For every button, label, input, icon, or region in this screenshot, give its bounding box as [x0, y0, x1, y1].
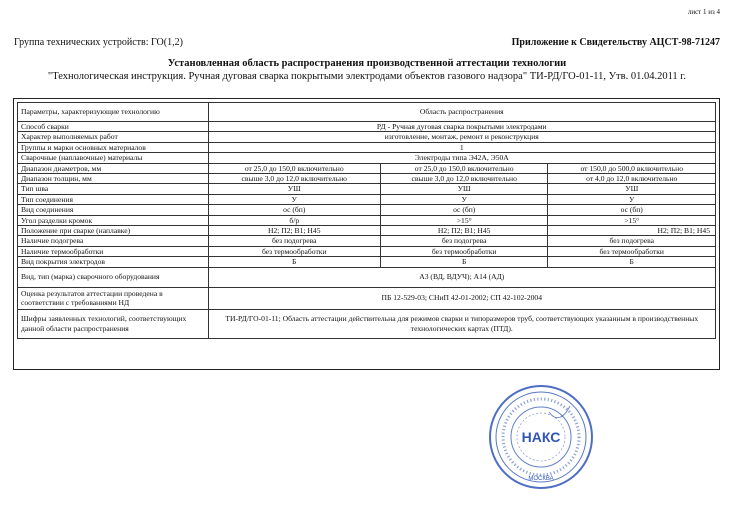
row-label: Оценка результатов аттестации проведена в соответствии с требованиями НД [18, 287, 209, 309]
row-value: изготовление, монтаж, ремонт и реконструкция [208, 132, 715, 142]
row-label: Способ сварки [18, 122, 209, 132]
table-row [18, 122, 716, 132]
document-subheading: "Технологическая инструкция. Ручная дуговая сварка покрытыми электродами объектов газового надзора" ТИ-РД/ГО-01-11, Утв. 01.04.2011 г. [47, 71, 687, 82]
header-area: Область распространения [208, 103, 715, 122]
table-row [18, 215, 716, 225]
row-value-2: Н2; П2; В1; Н45 [380, 226, 548, 236]
table-row [18, 287, 716, 309]
row-value-3: ос (бп) [548, 205, 716, 215]
row-value-3: от 4,0 до 12,0 включительно [548, 174, 716, 184]
row-label: Диапазон диаметров, мм [18, 163, 209, 173]
row-label: Диапазон толщин, мм [18, 174, 209, 184]
row-label: Вид соединения [18, 205, 209, 215]
row-value: А3 (ВД, ВДУЧ); А14 (АД) [208, 267, 715, 287]
row-value-1: ос (бп) [208, 205, 380, 215]
row-label: Тип соединения [18, 194, 209, 204]
row-value-2: У [380, 194, 548, 204]
row-label: Вид, тип (марка) сварочного оборудования [18, 267, 209, 287]
row-value-1: без подогрева [208, 236, 380, 246]
row-value-3: У [548, 194, 716, 204]
table-row [18, 163, 716, 173]
row-label: Наличие подогрева [18, 236, 209, 246]
row-label: Сварочные (наплавочные) материалы [18, 153, 209, 163]
row-value-3: УШ [548, 184, 716, 194]
row-label: Вид покрытия электродов [18, 257, 209, 267]
row-value-1: свыше 3,0 до 12,0 включительно [208, 174, 380, 184]
row-value-2: >15° [380, 215, 548, 225]
sheet-number: лист 1 из 4 [687, 8, 720, 16]
table-row [18, 257, 716, 267]
document-heading: Установленная область распространения производственной аттестации технологии [167, 58, 567, 69]
table-row [18, 132, 716, 142]
row-value: Электроды типа Э42А, Э50А [208, 153, 715, 163]
row-value-3: >15° [548, 215, 716, 225]
row-value-2: ос (бп) [380, 205, 548, 215]
row-value-2: от 25,0 до 150,0 включительно [380, 163, 548, 173]
seal-bottom-text: МОСКВА [528, 476, 554, 482]
row-value: РД - Ручная дуговая сварка покрытыми электродами [208, 122, 715, 132]
row-value-2: свыше 3,0 до 12,0 включительно [380, 174, 548, 184]
row-value-1: УШ [208, 184, 380, 194]
table-row [18, 174, 716, 184]
row-value-2: УШ [380, 184, 548, 194]
row-label: Шифры заявленных технологий, соответствующих данной области распространения [18, 309, 209, 338]
row-value: ТИ-РД/ГО-01-11; Область аттестации действительна для режимов сварки и типоразмеров труб, соответствующих указанным в производственных технологических картах (ПТД). [208, 309, 715, 338]
row-value-2: без термообработки [380, 246, 548, 256]
table-row [18, 194, 716, 204]
device-group: Группа технических устройств: ГО(1,2) [14, 37, 183, 48]
row-value-3: Б [548, 257, 716, 267]
row-value-2: без подогрева [380, 236, 548, 246]
row-value-2: Б [380, 257, 548, 267]
table-row [18, 205, 716, 215]
row-label: Тип шва [18, 184, 209, 194]
table-row [18, 267, 716, 287]
row-value-1: б/р [208, 215, 380, 225]
table-header-row [18, 103, 716, 122]
table-row [18, 309, 716, 338]
signature-stroke [549, 406, 570, 418]
appendix-title: Приложение к Свидетельству АЦСТ-98-71247 [511, 37, 720, 48]
table-row [18, 246, 716, 256]
row-value: ПБ 12-529-03; СНиП 42-01-2002; СП 42-102-2004 [208, 287, 715, 309]
row-value-3: без термообработки [548, 246, 716, 256]
scope-table [17, 102, 716, 339]
row-label: Группы и марки основных материалов [18, 142, 209, 152]
row-value: 1 [208, 142, 715, 152]
table-row [18, 236, 716, 246]
row-value-1: Б [208, 257, 380, 267]
seal-center-text: НАКС [521, 429, 561, 445]
table-row [18, 153, 716, 163]
row-value-3: Н2; П2; В1; Н45 [548, 226, 716, 236]
row-label: Угол разделки кромок [18, 215, 209, 225]
naks-seal-stamp [486, 382, 596, 492]
table-row [18, 142, 716, 152]
header-param: Параметры, характеризующие технологию [18, 103, 209, 122]
row-value-3: от 150,0 до 500,0 включительно [548, 163, 716, 173]
table-row [18, 184, 716, 194]
row-label: Положение при сварке (наплавке) [18, 226, 209, 236]
scope-table-frame [13, 98, 720, 370]
row-value-1: без термообработки [208, 246, 380, 256]
row-value-1: У [208, 194, 380, 204]
table-row [18, 226, 716, 236]
row-value-3: без подогрева [548, 236, 716, 246]
row-label: Наличие термообработки [18, 246, 209, 256]
row-label: Характер выполняемых работ [18, 132, 209, 142]
row-value-1: от 25,0 до 150,0 включительно [208, 163, 380, 173]
row-value-1: Н2; П2; В1; Н45 [208, 226, 380, 236]
